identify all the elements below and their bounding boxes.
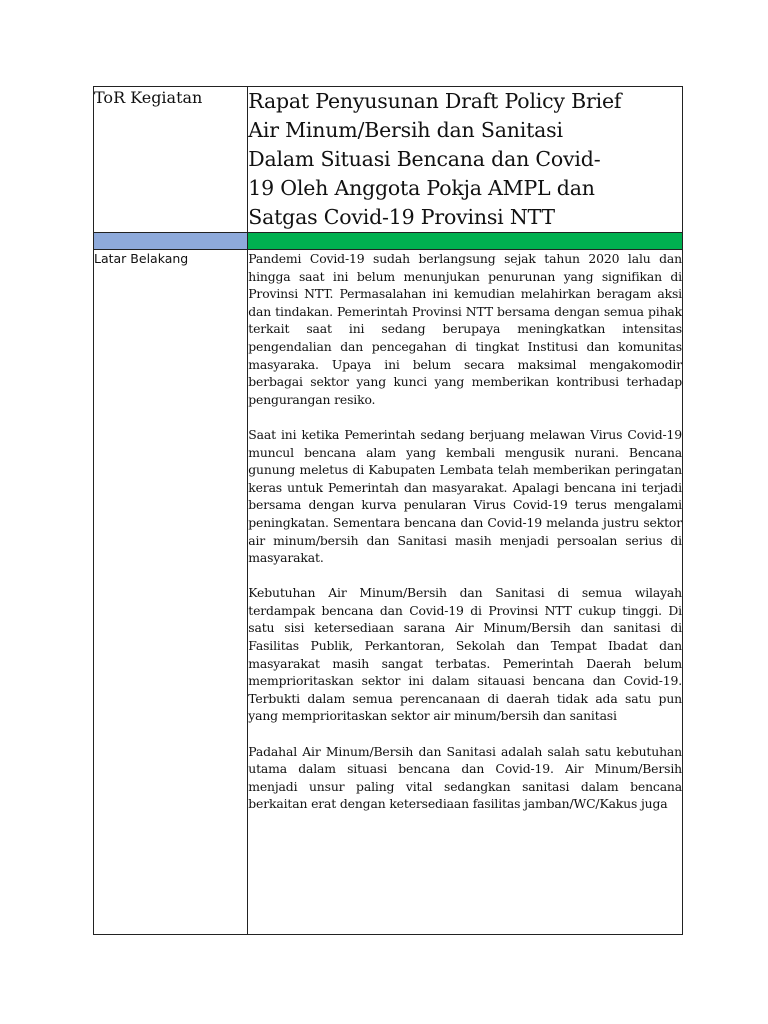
title-cell bbox=[248, 87, 683, 233]
title-line: Satgas Covid-19 Provinsi NTT bbox=[248, 205, 555, 229]
title-line: Dalam Situasi Bencana dan Covid- bbox=[248, 147, 601, 171]
tor-label: ToR Kegiatan bbox=[94, 88, 203, 107]
title-line: 19 Oleh Anggota Pokja AMPL dan bbox=[248, 176, 595, 200]
content-cell bbox=[248, 250, 683, 935]
paragraph: Kebutuhan Air Minum/Bersih dan Sanitasi di semua wilayah terdampak bencana dan Covid-19 di Provinsi NTT cukup tinggi. Di satu sisi ketersediaan sarana Air Minum/Bersih dan sanitasi di Fasilitas Publik, Perkantoran, Sekolah dan Tempat Ibadat dan masyarakat masih sangat terbatas. Pemerintah Daerah belum memprioritaskan sektor ini dalam sitauasi bencana dan Covid-19. Terbukti dalam semua perencanaan di daerah tidak ada satu pun yang memprioritaskan sektor air minum/bersih dan sanitasi bbox=[248, 585, 682, 724]
tor-table bbox=[93, 86, 683, 935]
paragraph: Pandemi Covid-19 sudah berlangsung sejak tahun 2020 lalu dan hingga saat ini belum menunjukan penurunan yang signifikan di Provinsi NTT. Permasalahan ini kemudian melahirkan beragam aksi dan tindakan. Pemerintah Provinsi NTT bersama dengan semua pihak terkait saat ini sedang berupaya meningkatkan intensitas pengendalian dan pencegahan di tingkat Institusi dan komunitas masyaraka. Upaya ini belum secara maksimal mengakomodir berbagai sektor yang kunci yang memberikan kontribusi terhadap pengurangan resiko. bbox=[248, 251, 682, 407]
paragraph: Padahal Air Minum/Bersih dan Sanitasi adalah salah satu kebutuhan utama dalam situasi bencana dan Covid-19. Air Minum/Bersih menjadi unsur paling vital sedangkan sanitasi dalam bencana berkaitan erat dengan ketersediaan fasilitas jamban/WC/Kakus juga bbox=[248, 743, 682, 812]
section-label-cell bbox=[94, 250, 248, 935]
blue-band-cell bbox=[94, 233, 248, 250]
tor-label-cell bbox=[94, 87, 248, 233]
color-band-row bbox=[94, 233, 683, 250]
title-line: Air Minum/Bersih dan Sanitasi bbox=[248, 118, 563, 142]
title-line: Rapat Penyusunan Draft Policy Brief bbox=[248, 89, 622, 113]
title-row bbox=[94, 87, 683, 233]
green-band-cell bbox=[248, 233, 683, 250]
paragraph: Saat ini ketika Pemerintah sedang berjuang melawan Virus Covid-19 muncul bencana alam yang kembali mengusik nurani. Bencana gunung meletus di Kabupaten Lembata telah memberikan peringatan keras untuk Pemerintah dan masyarakat. Apalagi bencana ini terjadi bersama dengan kurva penularan Virus Covid-19 terus mengalami peningkatan. Sementara bencana dan Covid-19 melanda justru sektor air minum/bersih dan Sanitasi masih menjadi persoalan serius di masyarakat. bbox=[248, 426, 682, 566]
section-label: Latar Belakang bbox=[94, 251, 189, 266]
latar-belakang-row bbox=[94, 250, 683, 935]
